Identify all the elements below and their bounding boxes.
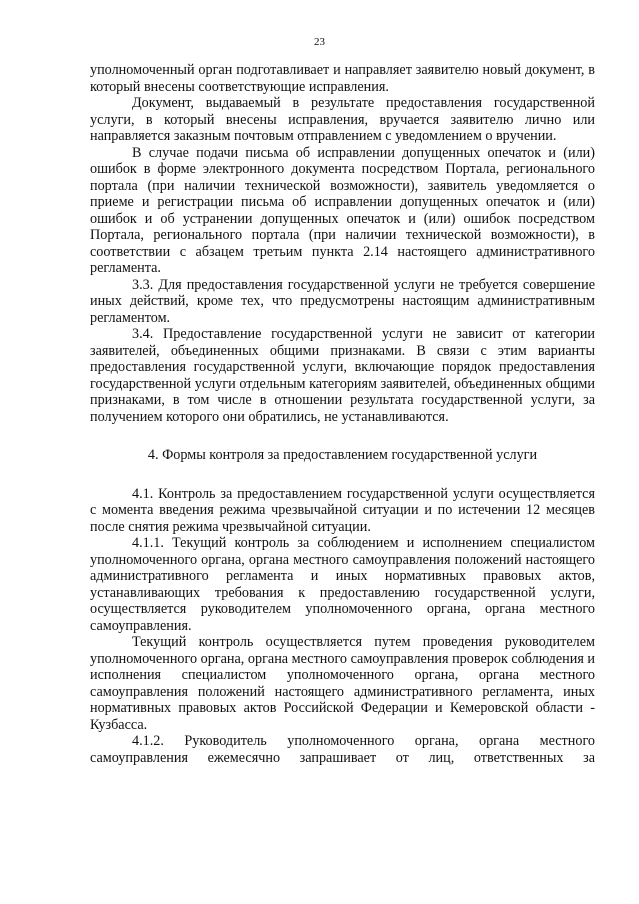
- paragraph-3-4: 3.4. Предоставление государственной услуги не зависит от категории заявителей, объединенных общими признаками. В связи с этим варианты предоставления государственной услуги, включающие порядок предоставления государственной услуги отдельным категориям заявителей, объединенных общими признаками, в том числе в отношении результата государственной услуги, за получением которого они обратились, не устанавливаются.: [90, 326, 595, 425]
- page-body: [90, 62, 595, 766]
- paragraph: В случае подачи письма об исправлении допущенных опечаток и (или) ошибок в форме электронного документа посредством Портала, регионального портала (при наличии технической возможности), заявитель уведомляется о приеме и регистрации письма об исправлении допущенных опечаток и (или) ошибок и об устранении допущенных опечаток и (или) ошибок посредством Портала, регионального портала (при наличии технической возможности), в соответствии с абзацем третьим пункта 2.14 настоящего административного регламента.: [90, 144, 595, 276]
- paragraph: Документ, выдаваемый в результате предоставления государственной услуги, в который внесены исправления, вручается заявителю лично или направляется заказным почтовым отправлением с уведомлением о вручении.: [90, 95, 595, 144]
- section-heading: 4. Формы контроля за предоставлением государственной услуги: [147, 447, 538, 463]
- paragraph-3-3: 3.3. Для предоставления государственной услуги не требуется совершение иных действий, кроме тех, что предусмотрены настоящим административным регламентом.: [90, 276, 595, 326]
- page-number: 23: [314, 36, 325, 48]
- paragraph-continuation: уполномоченный орган подготавливает и направляет заявителю новый документ, в который внесены соответствующие исправления.: [90, 62, 595, 95]
- paragraph-4-1-2: 4.1.2. Руководитель уполномоченного органа, органа местного самоуправления ежемесячно запрашивает от лиц, ответственных за: [90, 733, 595, 766]
- paragraph-4-1: 4.1. Контроль за предоставлением государственной услуги осуществляется с момента введения режима чрезвычайной ситуации и по истечении 12 месяцев после снятия режима чрезвычайной ситуации.: [90, 485, 595, 535]
- paragraph: Текущий контроль осуществляется путем проведения руководителем уполномоченного органа, органа местного самоуправления проверок соблюдения и исполнения специалистом уполномоченного органа, органа местного самоуправления положений настоящего административного регламента, иных нормативных правовых актов Российской Федерации и Кемеровской области - Кузбасса.: [90, 634, 595, 733]
- paragraph-4-1-1: 4.1.1. Текущий контроль за соблюдением и исполнением специалистом уполномоченного органа, органа местного самоуправления положений настоящего административного регламента и иных нормативных правовых актов, устанавливающих требования к предоставлению государственной услуги, осуществляется руководителем уполномоченного органа, органа местного самоуправления.: [90, 535, 595, 634]
